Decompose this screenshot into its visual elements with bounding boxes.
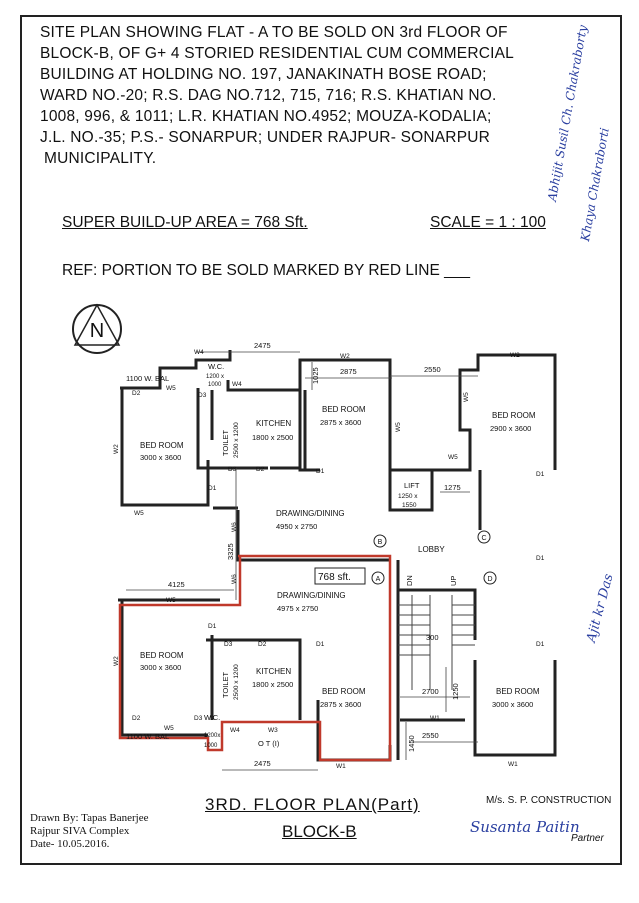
title-line: J.L. NO.-35; P.S.- SONARPUR; UNDER RAJPUR- SONARPUR [40, 129, 491, 146]
room-label: BED ROOM [322, 405, 366, 414]
room-dim: 1000 [204, 743, 218, 749]
block-label: BLOCK-B [282, 822, 357, 841]
window-label: W4 [230, 727, 240, 734]
dim-label: 2875 [340, 367, 357, 376]
window-label: W2 [510, 352, 520, 359]
window-label: W5 [448, 454, 458, 461]
window-label: W4 [232, 381, 242, 388]
room-label: BED ROOM [492, 411, 536, 420]
room-dim: 2500 x 1200 [233, 664, 240, 700]
dim-label: 2550 [422, 731, 439, 740]
grid-marker-labels [376, 535, 493, 583]
dim-label: 2700 [422, 687, 439, 696]
room-label: KITCHEN [256, 419, 292, 428]
room-dim: 2900 x 3600 [490, 424, 532, 433]
room-dim: 3000 x 3600 [140, 663, 182, 672]
window-label: W6 [231, 522, 238, 532]
room-label: W.C. [204, 713, 221, 722]
room-label: 1100 W. BAL [126, 374, 170, 383]
door-label: D2 [132, 390, 141, 397]
drawn-by-block [30, 812, 148, 851]
door-label: D1 [536, 555, 545, 562]
door-label: D1 [316, 468, 325, 475]
window-label: W3 [268, 727, 278, 734]
window-label: W5 [463, 392, 470, 402]
signature-right-top-2: Khaya Chakraborti [578, 126, 612, 243]
window-label: W5 [395, 422, 402, 432]
floor-plan-title: 3RD. FLOOR PLAN(Part) [205, 795, 420, 814]
title-line: SITE PLAN SHOWING FLAT - A TO BE SOLD ON 3rd FLOOR OF [40, 24, 508, 41]
marker-c: C [481, 535, 487, 542]
title-line: WARD NO.-20; R.S. DAG NO.712, 715, 716; R.S. KHATIAN NO. [40, 87, 497, 104]
room-label: O T (I) [258, 739, 280, 748]
dim-label: 2475 [254, 759, 271, 768]
room-label: W.C. [208, 362, 225, 371]
door-label: D2 [258, 641, 267, 648]
door-label: D3 [194, 715, 203, 722]
room-dim: 1000 [208, 382, 222, 388]
stair-label: DN [405, 575, 414, 586]
door-label: D2 [256, 466, 265, 473]
room-dim: 1800 x 2500 [252, 433, 294, 442]
title-line: MUNICIPALITY. [44, 150, 157, 167]
window-label: W1 [430, 715, 440, 722]
door-label: D1 [536, 471, 545, 478]
dim-label: 1025 [311, 367, 320, 384]
window-label: W2 [340, 353, 350, 360]
room-dim: 4975 x 2750 [277, 604, 319, 613]
title-line: BLOCK-B, OF G+ 4 STORIED RESIDENTIAL CUM COMMERCIAL [40, 45, 514, 62]
reference-note: REF: PORTION TO BE SOLD MARKED BY RED LINE ___ [62, 262, 471, 279]
window-label: W5 [134, 510, 144, 517]
stair-label: UP [449, 575, 458, 586]
super-area-label: SUPER BUILD-UP AREA = 768 Sft. [62, 214, 308, 231]
room-label: BED ROOM [140, 441, 184, 450]
marker-d: D [487, 576, 493, 583]
drawn-by-line: Rajpur SIVA Complex [30, 825, 130, 837]
signature-right-top: Abhijit Susil Ch. Chakraborty [545, 23, 590, 203]
room-label: BED ROOM [140, 651, 184, 660]
north-label: N [89, 320, 105, 342]
room-dim: 2875 x 3600 [320, 700, 362, 709]
title-line: BUILDING AT HOLDING NO. 197, JANAKINATH BOSE ROAD; [40, 66, 487, 83]
door-label: D3 [224, 641, 233, 648]
scale-label: SCALE = 1 : 100 [430, 214, 546, 231]
flat-area-text: 768 sft. [318, 572, 351, 583]
room-dim: 3000 x 3600 [140, 453, 182, 462]
room-label: 1100 W. BAL [126, 732, 170, 741]
room-label: TOILET [221, 429, 230, 456]
room-label: DRAWING/DINING [277, 591, 346, 600]
door-label: D1 [208, 623, 217, 630]
room-dim: 2875 x 3600 [320, 418, 362, 427]
window-label: W6 [231, 574, 238, 584]
dim-label: 2475 [254, 341, 271, 350]
dim-label: 4125 [168, 580, 185, 589]
room-label: TOILET [221, 671, 230, 698]
signature-bottom: Susanta Paitin [470, 818, 580, 836]
door-label: D1 [536, 641, 545, 648]
dim-label: 1450 [407, 735, 416, 752]
door-label: D3 [198, 392, 207, 399]
staircase [398, 595, 475, 690]
door-label: D3 [228, 466, 237, 473]
room-dim: 1200x [204, 733, 221, 739]
partner-label: Partner [571, 833, 604, 844]
room-dim: 3000 x 3600 [492, 700, 534, 709]
room-label: DRAWING/DINING [276, 509, 345, 518]
window-label: W2 [113, 656, 120, 666]
room-dim: 2500 x 1200 [233, 422, 240, 458]
dim-label: 1275 [444, 483, 461, 492]
room-dim: 4950 x 2750 [276, 522, 318, 531]
room-label: KITCHEN [256, 667, 292, 676]
window-label: W5 [166, 385, 176, 392]
window-label: W4 [194, 349, 204, 356]
room-label: BED ROOM [322, 687, 366, 696]
north-arrow-icon [73, 305, 121, 353]
dim-label: 2550 [424, 365, 441, 374]
room-dim: 1550 [402, 502, 417, 509]
stair-label: 300 [426, 633, 439, 642]
room-dim: 1800 x 2500 [252, 680, 294, 689]
title-line: 1008, 996, & 1011; L.R. KHATIAN NO.4952; MOUZA-KODALIA; [40, 108, 492, 125]
drawn-by-line: Drawn By: Tapas Banerjee [30, 812, 149, 824]
signature-right-mid: Ajit kr Das [584, 572, 617, 644]
door-label: D1 [208, 485, 217, 492]
window-label: W2 [113, 444, 120, 454]
door-label: D2 [132, 715, 141, 722]
room-label: LIFT [404, 481, 420, 490]
room-dim: 1250 x [398, 493, 418, 500]
door-label: D1 [316, 641, 325, 648]
window-label: W1 [336, 763, 346, 770]
window-label: W1 [508, 761, 518, 768]
dim-label: 3325 [226, 543, 235, 560]
window-label: W5 [164, 725, 174, 732]
room-label: BED ROOM [496, 687, 540, 696]
dim-label: 1250 [451, 683, 460, 700]
drawn-by-line: Date- 10.05.2016. [30, 838, 110, 850]
firm-name: M/s. S. P. CONSTRUCTION [486, 795, 612, 806]
marker-a: A [375, 576, 381, 583]
marker-b: B [377, 539, 383, 546]
window-label: W5 [166, 597, 176, 604]
room-label: LOBBY [418, 545, 445, 554]
room-dim: 1200 x [206, 374, 225, 380]
